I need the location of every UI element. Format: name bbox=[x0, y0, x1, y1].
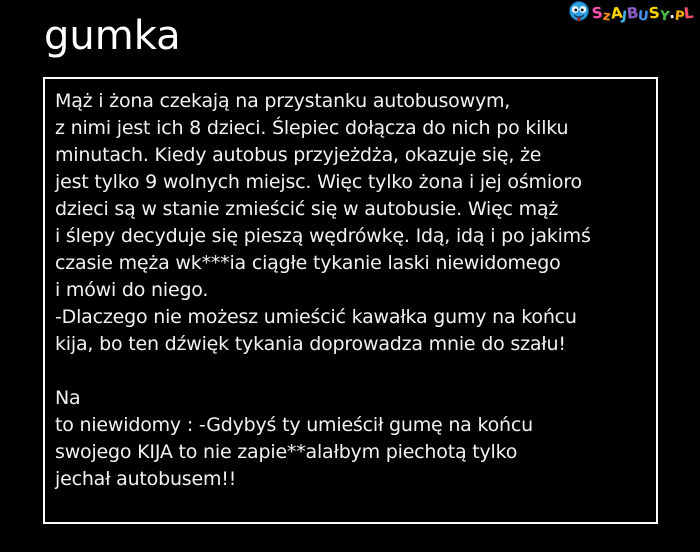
mascot-icon bbox=[568, 1, 590, 27]
joke-line: swojego KIJA to nie zapie**alałbym piechotą tylko bbox=[55, 441, 518, 463]
joke-line: kija, bo ten dźwięk tykania doprowadza mnie do szału! bbox=[55, 333, 566, 355]
joke-line: jest tylko 9 wolnych miejsc. Więc tylko żona i jej ośmioro bbox=[55, 171, 582, 193]
joke-line: to niewidomy : -Gdybyś ty umieścił gumę na końcu bbox=[55, 414, 533, 436]
joke-box bbox=[43, 77, 658, 524]
site-logo-letter: Y bbox=[658, 8, 670, 24]
joke-line: jechał autobusem!! bbox=[55, 468, 237, 490]
joke-line: Na bbox=[55, 387, 81, 409]
joke-line: -Dlaczego nie możesz umieścić kawałka gumy na końcu bbox=[55, 306, 577, 328]
site-logo-text bbox=[591, 2, 695, 25]
joke-line: Mąż i żona czekają na przystanku autobusowym, bbox=[55, 90, 511, 112]
joke-line: i mówi do niego. bbox=[55, 279, 209, 301]
site-logo-letter: P bbox=[674, 8, 686, 24]
site-logo-letter: S bbox=[591, 2, 604, 23]
site-logo-letter: J bbox=[621, 8, 628, 24]
site-logo-letter: U bbox=[637, 7, 650, 25]
joke-line: dzieci są w stanie zmieścić się w autobusie. Więc mąż bbox=[55, 198, 559, 220]
site-logo-letter: L bbox=[683, 3, 695, 22]
joke-line bbox=[55, 358, 646, 385]
site-logo-letter: S bbox=[647, 2, 661, 23]
site-logo-letter: A bbox=[609, 2, 623, 23]
page-title: gumka bbox=[44, 13, 181, 59]
joke-line: minutach. Kiedy autobus przyjeżdża, okazuje się, że bbox=[55, 144, 542, 166]
site-logo-letter: . bbox=[668, 3, 676, 22]
site-logo-letter: B bbox=[625, 2, 640, 23]
site-logo-letter: z bbox=[602, 8, 612, 24]
joke-line: i ślepy decyduje się pieszą wędrówkę. Idą, idą i po jakimś bbox=[55, 225, 591, 247]
joke-line: czasie męża wk***ia ciągłe tykanie laski niewidomego bbox=[55, 252, 561, 274]
joke-line: z nimi jest ich 8 dzieci. Ślepiec dołącza do nich po kilku bbox=[55, 117, 569, 139]
site-logo bbox=[568, 2, 694, 26]
